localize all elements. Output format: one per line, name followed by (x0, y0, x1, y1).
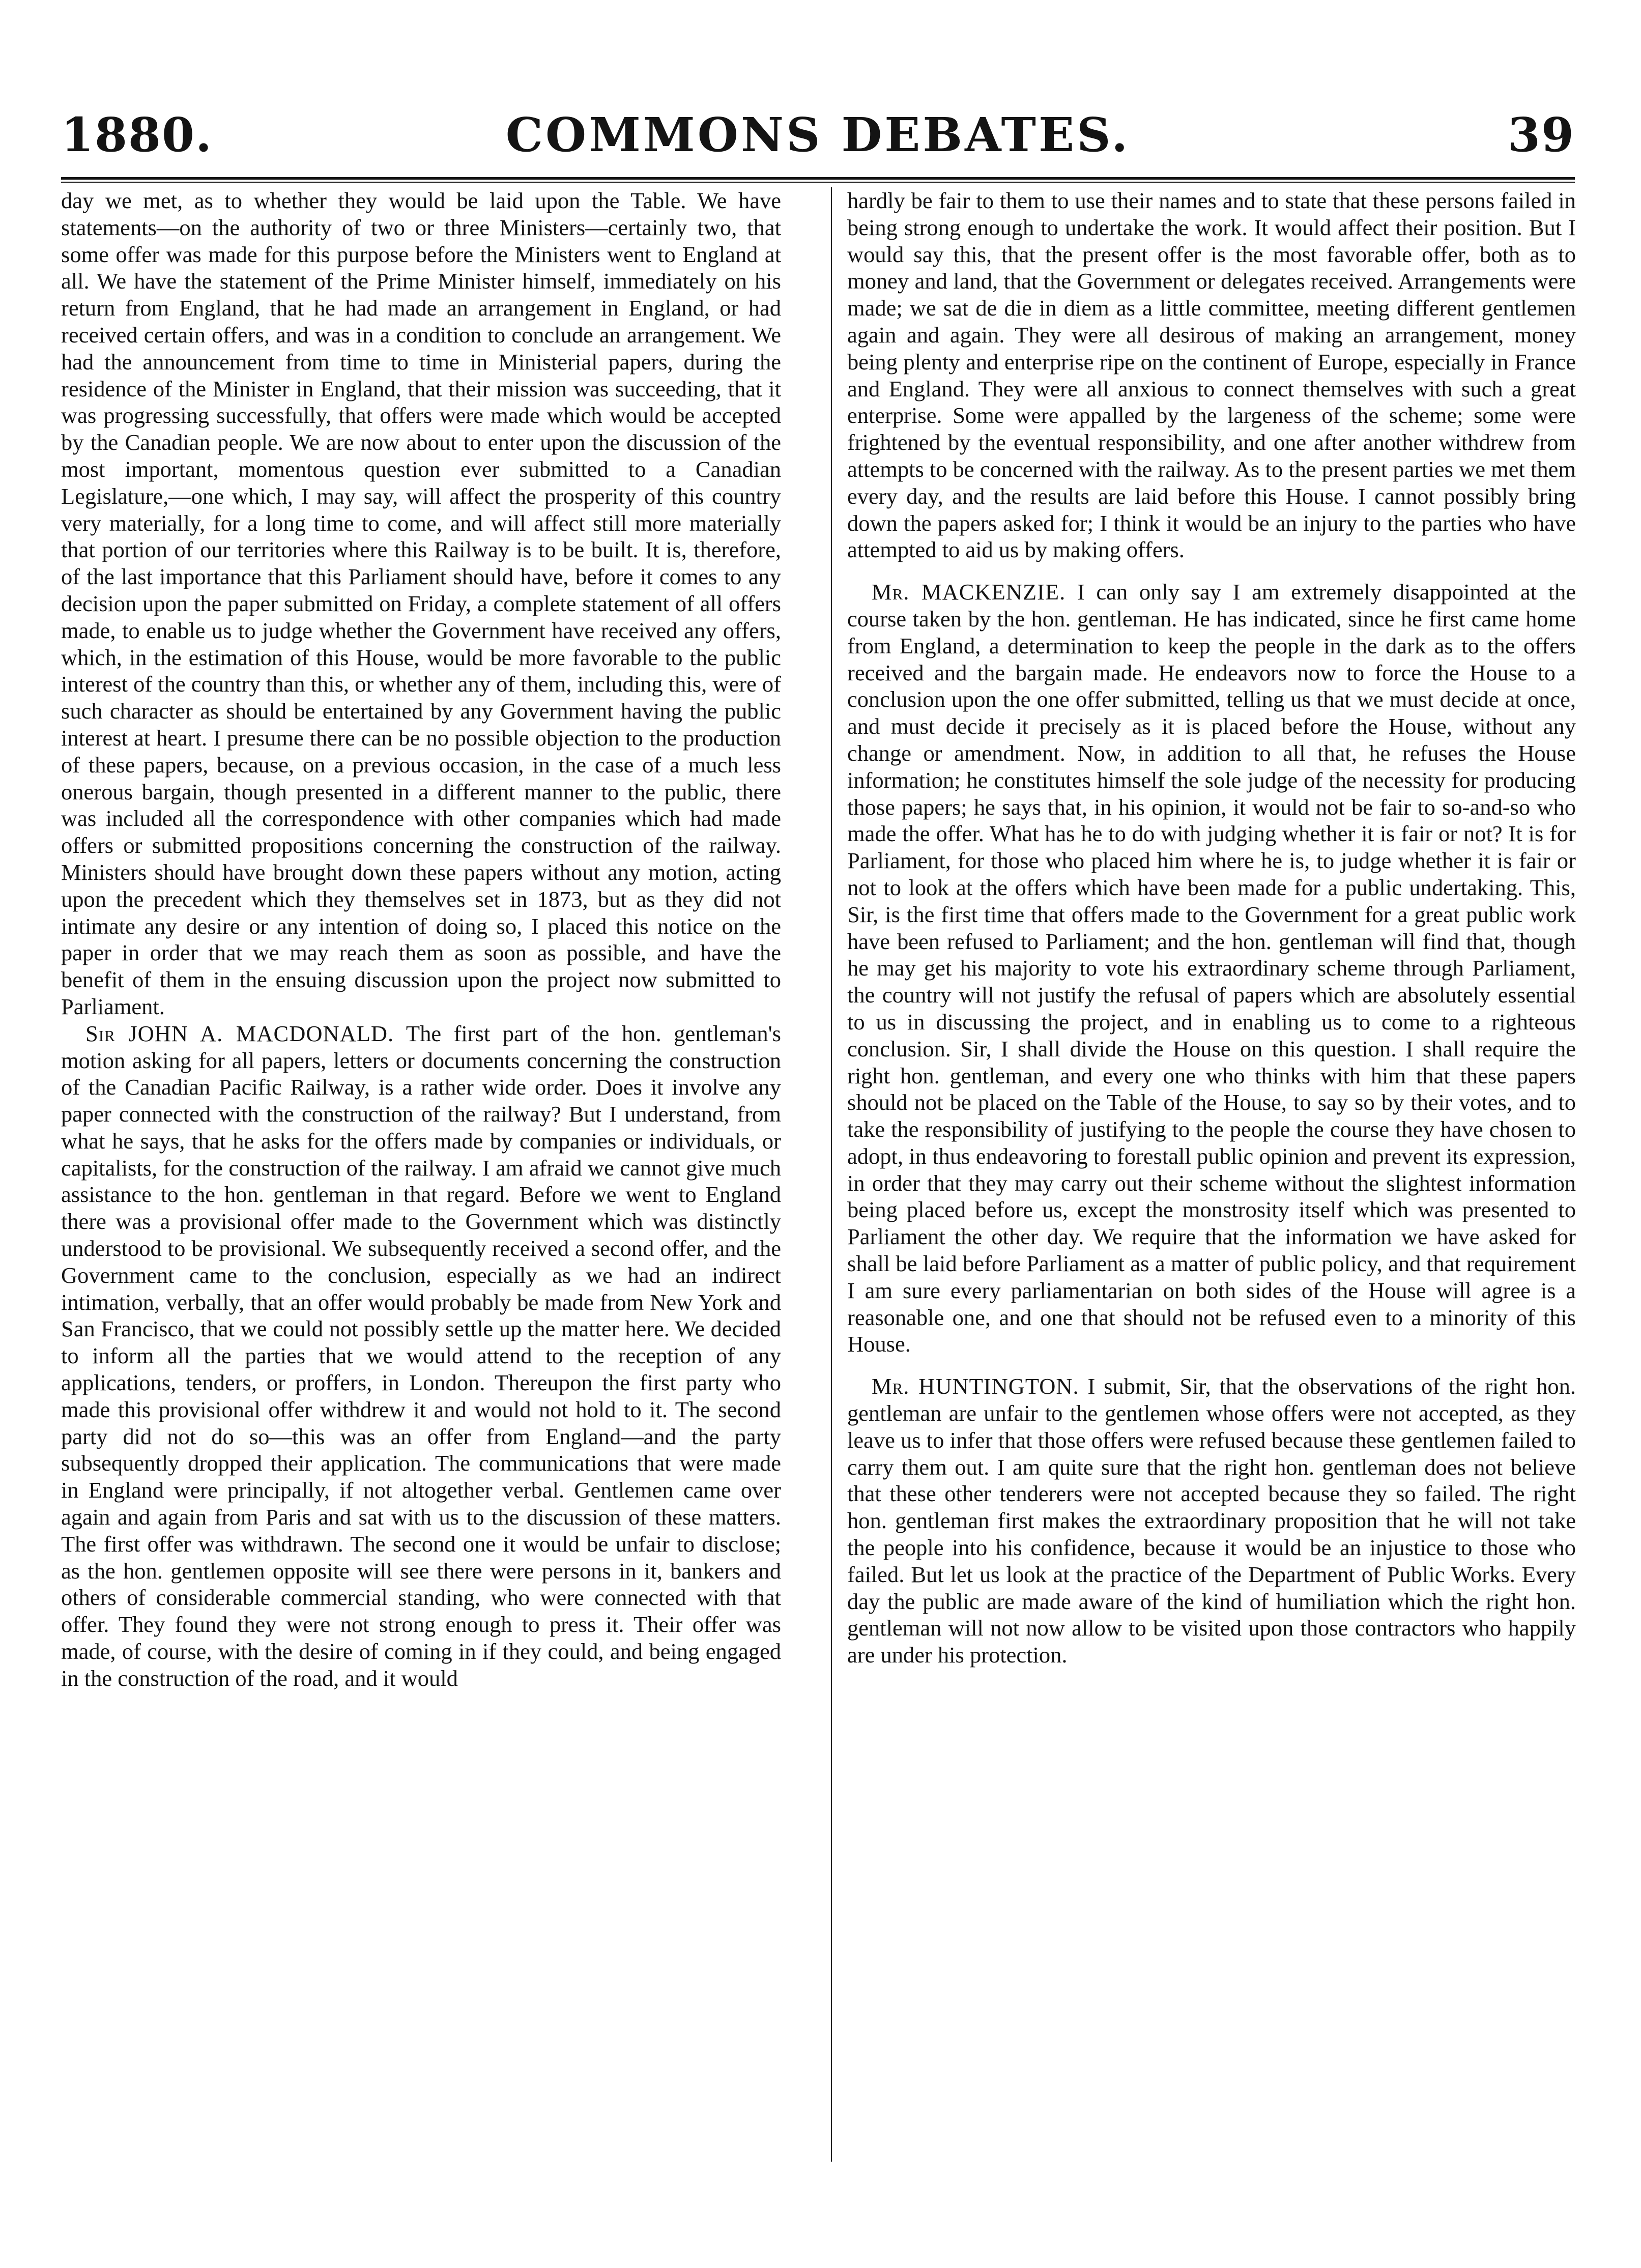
header-rule (61, 177, 1575, 180)
speech-paragraph (847, 579, 1576, 1358)
speech-paragraph (847, 1373, 1576, 1669)
speech-text: The first part of the hon. gentleman's motion asking for all papers, letters or documents concerning the construction of the Canadian Pacific Railway, is a rather wide order. Does it involve any paper connected with the construction of the railway? But I understand, from what he says, that he asks for the offers made by companies or individuals, or capitalists, for the construction of the railway. I am afraid we cannot give much assistance to the hon. gentleman in that regard. Before we went to England there was a provisional offer made to the Government which was distinctly understood to be provisional. We subsequently received a second offer, and the Government came to the conclusion, especially as we had an indirect intimation, verbally, that an offer would probably be made from New York and San Francisco, that we could not possibly settle up the matter here. We decided to inform all the parties that we would attend to the reception of any applications, tenders, or proffers, in London. Thereupon the first party who made this provisional offer withdrew it and would not hold to it. The second party did not do so—this was an offer from England—and the party subsequently dropped their application. The communications that were made in England were principally, if not altogether verbal. Gentlemen came over again and again from Paris and sat with us to the discussion of these matters. The first offer was withdrawn. The second one it would be unfair to disclose; as the hon. gentlemen opposite will see there were persons in it, bankers and others of considerable commercial standing, who were connected with that offer. They found they were not strong enough to press it. Their offer was made, of course, with the desire of coming in if they could, and being engaged in the construction of the road, and it would (61, 1020, 781, 1691)
speech-text: I can only say I am extremely disappointed at the course taken by the hon. gentleman. He has indicated, since he first came home from England, a determination to keep the people in the dark as to the offers received and the bargain made. He endeavors now to force the House to a conclusion upon the one offer submitted, telling us that we must decide at once, and must decide it precisely as it is placed before the House, without any change or amendment. Now, in addition to all that, he refuses the House information; he constitutes himself the sole judge of the necessity for producing those papers; he says that, in his opinion, it would not be fair to so-and-so who made the offer. What has he to do with judging whether it is fair or not? It is for Parliament, for those who placed him where he is, to judge whether it is fair or not to look at the offers which have been made for a public undertaking. This, Sir, is the first time that offers made to the Government for a great public work have been refused to Parliament; and the hon. gentleman will find that, though he may get his majority to vote his extraordinary scheme through Parliament, the country will not justify the refusal of papers which are absolutely essential to us in discussing the project, and in enabling us to come to a righteous conclusion. Sir, I shall divide the House on this question. I shall require the right hon. gentleman, and every one who thinks with him that these papers should not be placed on the Table of the House, to say so by their votes, and to take the responsibility of justifying to the people the course they have chosen to adopt, in thus endeavoring to forestall public opinion and prevent its expression, in order that they may carry out their scheme without the slightest information being placed before us, except the monstrosity itself which was presented to Parliament the other day. We require that the information we have asked for shall be laid before Parliament as a matter of public policy, and that requirement I am sure every parliamentarian on both sides of the House will agree is a reasonable one, and one that should not be refused even to a minority of this House. (847, 579, 1576, 1357)
paragraph: hardly be fair to them to use their names and to state that these persons failed in being strong enough to undertake the work. It would affect their position. But I would say this, that the present offer is the most favorable offer, both as to money and land, that the Government or delegates received. Arrangements were made; we sat de die in diem as a little committee, meeting different gentlemen again and again. They were all desirous of making an arrangement, money being plenty and enterprise ripe on the continent of Europe, especially in France and England. They were all anxious to connect themselves with such a great enterprise. Some were appalled by the largeness of the scheme; some were frightened by the eventual responsibility, and one after another withdrew from attempts to be concerned with the railway. As to the present parties we met them every day, and the results are laid before this House. I cannot possibly bring down the papers asked for; I think it would be an injury to the parties who have attempted to aid us by making offers. (847, 188, 1576, 563)
column-divider (831, 187, 832, 2162)
left-column (61, 187, 781, 2192)
header-rule-thin (61, 182, 1575, 183)
speaker-name: Mr. MACKENZIE. (872, 579, 1066, 605)
page-header (61, 97, 1575, 173)
right-column (847, 187, 1576, 2192)
page-number: 39 (1507, 107, 1575, 162)
speaker-name: Sir JOHN A. MACDONALD. (85, 1020, 394, 1046)
paragraph: day we met, as to whether they would be laid upon the Table. We have statements—on the authority of two or three Ministers—certainly two, that some offer was made for this purpose before the Ministers went to England at all. We have the statement of the Prime Minister himself, immediately on his return from England, that he had made an arrangement in England, or had received certain offers, and was in a condition to conclude an arrangement. We had the announcement from time to time in Ministerial papers, during the residence of the Minister in England, that their mission was succeeding, that it was progressing successfully, that offers were made which would be accepted by the Canadian people. We are now about to enter upon the discussion of the most important, momentous question ever submitted to a Canadian Legislature,—one which, I may say, will affect the prosperity of this country very materially, for a long time to come, and will affect still more materially that portion of our territories where this Railway is to be built. It is, therefore, of the last importance that this Parliament should have, before it comes to any decision upon the paper submitted on Friday, a complete statement of all offers made, to enable us to judge whether the Government have received any offers, which, in the estimation of this House, would be more favorable to the public interest of the country than this, or whether any of them, including this, were of such character as should be entertained by any Government having the public interest at heart. I presume there can be no possible objection to the production of these papers, because, on a previous occasion, in the case of a much less onerous bargain, though presented in a different manner to the public, there was included all the correspondence with other companies which had made offers or submitted propositions concerning the construction of the railway. Ministers should have brought down these papers without any motion, acting upon the precedent which they themselves set in 1873, but as they did not intimate any desire or any intention of doing so, I placed this notice on the paper in order that we may reach them as soon as possible, and have the benefit of them in the ensuing discussion upon the project now submitted to Parliament. (61, 188, 781, 1019)
header-year: 1880. (61, 107, 213, 162)
speaker-name: Mr. HUNTINGTON. (872, 1373, 1079, 1399)
speech-text: I submit, Sir, that the observations of the right hon. gentleman are unfair to the gentlemen whose offers were not accepted, as they leave us to infer that those offers were refused because these gentlemen failed to carry them out. I am quite sure that the right hon. gentleman does not believe that these other tenderers were not accepted because they so failed. The right hon. gentleman first makes the extraordinary proposition that he will not take the people into his confidence, because it would be an injustice to those who failed. But let us look at the practice of the Department of Public Works. Every day the public are made aware of the kind of humiliation which the right hon. gentleman will not now allow to be visited upon those contractors who happily are under his protection. (847, 1373, 1576, 1668)
speech-paragraph (61, 1020, 781, 1692)
header-title: COMMONS DEBATES. (505, 107, 1131, 162)
